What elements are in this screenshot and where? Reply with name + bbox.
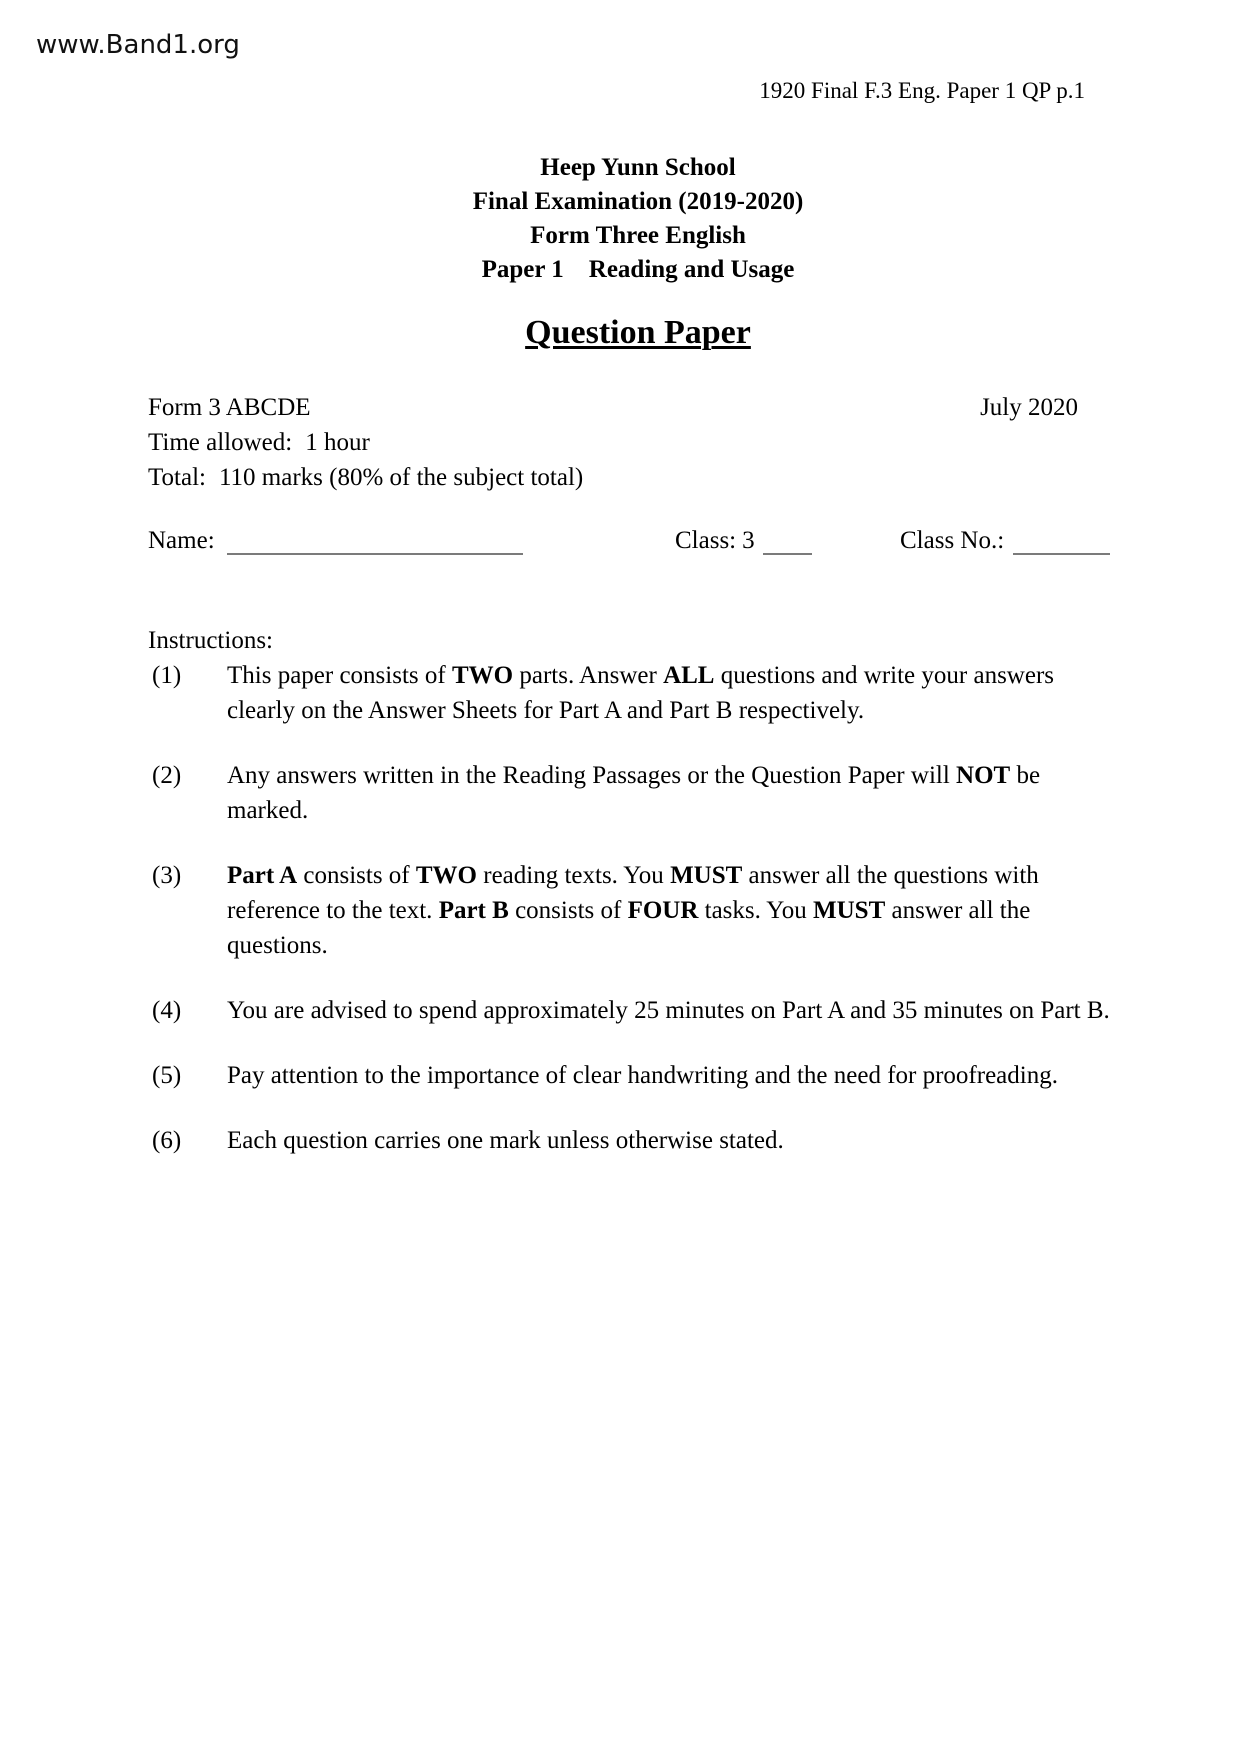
time-allowed-value: 1 hour	[305, 429, 370, 456]
total-marks-value: 110 marks (80% of the subject total)	[218, 464, 584, 491]
text: Each question carries one mark unless otherwise stated.	[227, 1127, 784, 1154]
question-paper-heading-text: Question Paper	[525, 314, 751, 351]
name-blank-line[interactable]	[227, 553, 523, 555]
instruction-item-5	[148, 1058, 1108, 1093]
name-label: Name:	[148, 527, 215, 554]
class-label: Class:	[675, 527, 737, 554]
instruction-item-3	[148, 858, 1108, 963]
text: be	[1010, 762, 1041, 789]
time-allowed-line	[148, 425, 583, 460]
instruction-text-line	[227, 1058, 1108, 1093]
text: consists of	[297, 862, 416, 889]
question-paper-heading	[18, 313, 1240, 353]
bold-text: MUST	[670, 862, 743, 889]
instruction-text-line	[227, 1123, 1108, 1158]
instruction-number: (3)	[152, 862, 182, 889]
instruction-text-line	[227, 658, 1108, 693]
text: Pay attention to the importance of clear handwriting and the need for proofreading.	[227, 1062, 1058, 1089]
class-value: 3	[742, 527, 755, 554]
class-blank-line[interactable]	[763, 553, 812, 555]
instruction-number: (2)	[152, 762, 182, 789]
class-no-blank-line[interactable]	[1013, 553, 1110, 555]
title-block	[18, 151, 1240, 287]
text: answer all the	[885, 897, 1031, 924]
instruction-text-line	[227, 693, 1108, 728]
bold-text: Part B	[438, 897, 509, 924]
instruction-text	[227, 993, 1110, 1028]
bold-text: FOUR	[627, 897, 699, 924]
instructions-heading: Instructions:	[148, 627, 273, 654]
text: Any answers written in the Reading Passages or the Question Paper will	[227, 762, 957, 789]
bold-text: MUST	[813, 897, 886, 924]
bold-text: Part A	[227, 862, 298, 889]
instruction-text-line	[227, 993, 1110, 1028]
time-allowed-label: Time allowed:	[148, 429, 293, 456]
instruction-text	[227, 1058, 1108, 1093]
instruction-number: (5)	[152, 1062, 182, 1089]
exam-name: Final Examination (2019-2020)	[472, 188, 804, 215]
class-field	[675, 523, 755, 558]
instruction-item-4	[148, 993, 1108, 1028]
instruction-number: (1)	[152, 662, 182, 689]
text: marked.	[227, 797, 309, 824]
text: questions.	[227, 932, 328, 959]
exam-meta-block	[148, 390, 583, 495]
form-class-line	[148, 390, 583, 425]
instruction-text-line	[227, 793, 1108, 828]
text: clearly on the Answer Sheets for Part A and Part B respectively.	[227, 697, 865, 724]
instruction-text-line	[227, 928, 1108, 963]
bold-text: NOT	[956, 762, 1011, 789]
text: tasks. You	[698, 897, 814, 924]
instruction-text-line	[227, 858, 1108, 893]
form-level: Form Three English	[530, 222, 746, 249]
instruction-item-6	[148, 1123, 1108, 1158]
form-class-value: Form 3 ABCDE	[148, 394, 311, 421]
text: consists of	[508, 897, 628, 924]
instruction-text-line	[227, 893, 1108, 928]
text: reference to the text.	[227, 897, 439, 924]
text: reading texts. You	[477, 862, 671, 889]
site-watermark: www.Band1.org	[36, 30, 240, 60]
bold-text: ALL	[663, 662, 715, 689]
instruction-text	[227, 658, 1108, 728]
total-marks-line	[148, 460, 583, 495]
instruction-number: (6)	[152, 1127, 182, 1154]
class-no-label: Class No.:	[900, 527, 1005, 554]
instruction-item-2	[148, 758, 1108, 828]
student-info-row	[148, 523, 1208, 563]
instructions-section	[148, 623, 1108, 1158]
total-marks-label: Total:	[148, 464, 206, 491]
instruction-text	[227, 858, 1108, 963]
paper-name: Paper 1 Reading and Usage	[481, 256, 795, 283]
page-header-reference: 1920 Final F.3 Eng. Paper 1 QP p.1	[759, 78, 1085, 103]
text: This paper consists of	[227, 662, 452, 689]
instruction-item-1	[148, 658, 1108, 728]
instruction-number: (4)	[152, 997, 182, 1024]
text: answer all the questions with	[742, 862, 1039, 889]
instructions-list	[148, 658, 1108, 1158]
exam-date: July 2020	[980, 394, 1078, 421]
bold-text: TWO	[415, 862, 477, 889]
text: You are advised to spend approximately 25 minutes on Part A and 35 minutes on Part B.	[227, 997, 1110, 1024]
instruction-text	[227, 758, 1108, 828]
text: parts. Answer	[513, 662, 664, 689]
text: questions and write your answers	[714, 662, 1054, 689]
school-name: Heep Yunn School	[540, 154, 736, 181]
instruction-text	[227, 1123, 1108, 1158]
bold-text: TWO	[451, 662, 514, 689]
instruction-text-line	[227, 758, 1108, 793]
